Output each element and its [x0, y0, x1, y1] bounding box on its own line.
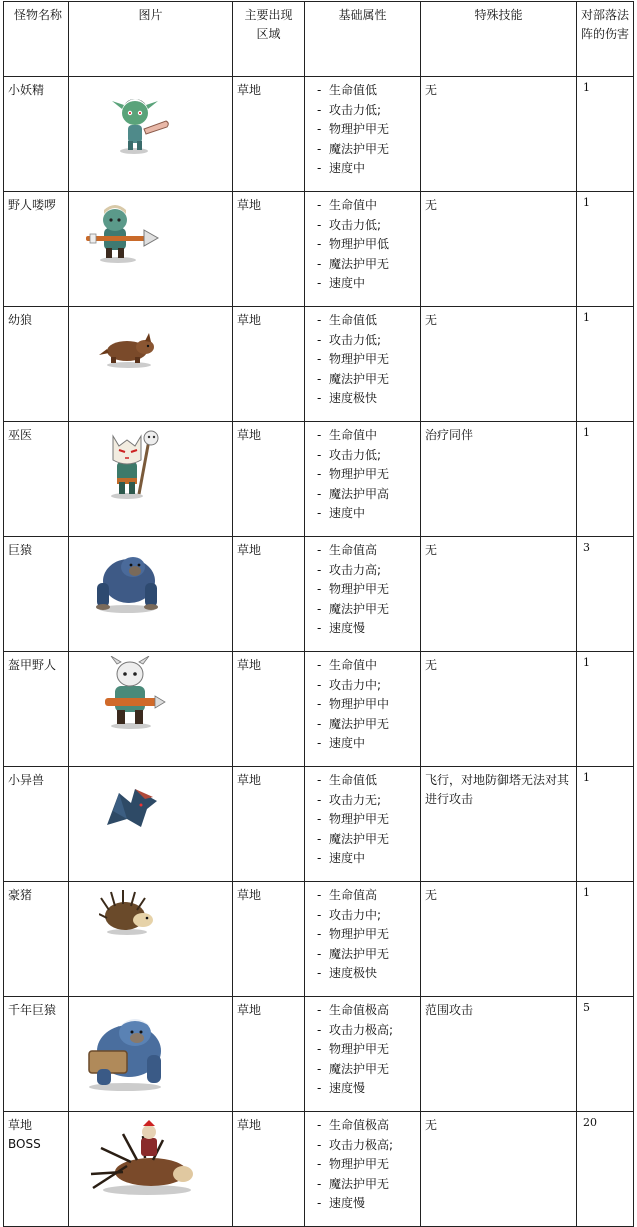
attribute-item: - 生命值极高	[317, 1118, 390, 1132]
monster-damage: 3	[577, 537, 634, 652]
attribute-list	[317, 886, 420, 984]
attribute-item: - 速度极快	[317, 966, 378, 981]
header-damage: 对部落法阵的伤害	[577, 2, 634, 77]
attribute-item: - 魔法护甲无	[317, 371, 390, 386]
giant-ape-icon	[87, 545, 167, 615]
monster-name: 盔甲野人	[4, 652, 69, 767]
monster-zone: 草地	[233, 537, 305, 652]
attribute-item: - 攻击力极高;	[317, 1022, 394, 1037]
witch-doctor-icon	[99, 426, 169, 501]
attribute-item: - 攻击力低;	[317, 447, 382, 462]
monster-damage: 5	[577, 997, 634, 1112]
monster-zone: 草地	[233, 882, 305, 997]
monster-row	[4, 882, 634, 997]
monster-row	[4, 537, 634, 652]
attribute-item: - 物理护甲无	[317, 1157, 390, 1172]
monster-skill: 无	[421, 192, 577, 307]
attribute-item: - 攻击力低;	[317, 217, 382, 232]
attribute-item: - 生命值中	[317, 428, 378, 442]
monster-row	[4, 192, 634, 307]
attribute-item: - 物理护甲低	[317, 237, 390, 252]
attribute-item: - 生命值中	[317, 658, 378, 672]
monster-zone: 草地	[233, 192, 305, 307]
attribute-list	[317, 1116, 420, 1214]
header-attributes: 基础属性	[305, 2, 421, 77]
attribute-item: - 物理护甲无	[317, 812, 390, 827]
ancient-ape-icon	[77, 1011, 177, 1093]
monster-skill: 无	[421, 652, 577, 767]
attribute-item: - 魔法护甲无	[317, 946, 390, 961]
monster-damage: 1	[577, 422, 634, 537]
attribute-item: - 速度慢	[317, 1081, 366, 1096]
attribute-item: - 物理护甲无	[317, 352, 390, 367]
monster-row	[4, 652, 634, 767]
monster-skill: 无	[421, 537, 577, 652]
monster-table	[3, 1, 634, 1227]
monster-zone: 草地	[233, 997, 305, 1112]
attribute-item: - 魔法护甲无	[317, 716, 390, 731]
header-row	[4, 2, 634, 77]
monster-skill: 无	[421, 882, 577, 997]
attribute-item: - 攻击力无;	[317, 792, 382, 807]
attribute-item: - 物理护甲无	[317, 467, 390, 482]
monster-zone: 草地	[233, 77, 305, 192]
attribute-item: - 攻击力低;	[317, 332, 382, 347]
monster-zone: 草地	[233, 767, 305, 882]
monster-damage: 1	[577, 307, 634, 422]
monster-damage: 1	[577, 192, 634, 307]
header-skill: 特殊技能	[421, 2, 577, 77]
attribute-item: - 魔法护甲无	[317, 141, 390, 156]
attribute-item: - 物理护甲无	[317, 927, 390, 942]
monster-row	[4, 422, 634, 537]
attribute-item: - 物理护甲中	[317, 697, 390, 712]
wolf-cub-icon	[99, 329, 159, 369]
attribute-list	[317, 541, 420, 639]
monster-name: 小异兽	[4, 767, 69, 882]
monster-name: 巨猿	[4, 537, 69, 652]
header-zone: 主要出现区域	[233, 2, 305, 77]
header-picture: 图片	[69, 2, 233, 77]
monster-name: 千年巨猿	[4, 997, 69, 1112]
monster-damage: 1	[577, 767, 634, 882]
attribute-list	[317, 81, 420, 179]
attribute-list	[317, 311, 420, 409]
attribute-item: - 物理护甲无	[317, 122, 390, 137]
attribute-item: - 速度极快	[317, 391, 378, 406]
goblin-icon	[104, 87, 174, 157]
attribute-item: - 物理护甲无	[317, 582, 390, 597]
attribute-item: - 速度中	[317, 736, 366, 751]
attribute-item: - 速度中	[317, 276, 366, 291]
monster-damage: 20	[577, 1112, 634, 1227]
attribute-item: - 攻击力高;	[317, 562, 382, 577]
attribute-item: - 生命值高	[317, 888, 378, 902]
attribute-item: - 攻击力中;	[317, 677, 382, 692]
attribute-list	[317, 656, 420, 754]
armored-barbarian-icon	[97, 656, 167, 731]
attribute-item: - 魔法护甲无	[317, 256, 390, 271]
attribute-item: - 攻击力低;	[317, 102, 382, 117]
monster-zone: 草地	[233, 652, 305, 767]
monster-name: 小妖精	[4, 77, 69, 192]
monster-zone: 草地	[233, 1112, 305, 1227]
monster-damage: 1	[577, 652, 634, 767]
attribute-item: - 速度中	[317, 851, 366, 866]
monster-damage: 1	[577, 882, 634, 997]
attribute-list	[317, 771, 420, 869]
attribute-item: - 生命值中	[317, 198, 378, 212]
attribute-item: - 生命值低	[317, 83, 378, 97]
attribute-item: - 魔法护甲无	[317, 1176, 390, 1191]
monster-row	[4, 767, 634, 882]
attribute-item: - 攻击力中;	[317, 907, 382, 922]
monster-name: 巫医	[4, 422, 69, 537]
attribute-item: - 魔法护甲无	[317, 1061, 390, 1076]
attribute-item: - 攻击力极高;	[317, 1137, 394, 1152]
monster-skill: 无	[421, 307, 577, 422]
monster-skill: 无	[421, 1112, 577, 1227]
attribute-item: - 速度慢	[317, 621, 366, 636]
attribute-item: - 生命值低	[317, 773, 378, 787]
attribute-item: - 魔法护甲无	[317, 831, 390, 846]
monster-zone: 草地	[233, 307, 305, 422]
header-name: 怪物名称	[4, 2, 69, 77]
monster-name: 草地BOSS	[4, 1112, 69, 1227]
attribute-item: - 生命值高	[317, 543, 378, 557]
attribute-item: - 速度慢	[317, 1196, 366, 1211]
monster-name: 豪猪	[4, 882, 69, 997]
attribute-item: - 魔法护甲无	[317, 601, 390, 616]
grassland-boss-icon	[87, 1118, 197, 1198]
monster-row	[4, 1112, 634, 1227]
attribute-item: - 物理护甲无	[317, 1042, 390, 1057]
monster-damage: 1	[577, 77, 634, 192]
monster-row	[4, 77, 634, 192]
porcupine-icon	[99, 888, 159, 938]
monster-name: 野人喽啰	[4, 192, 69, 307]
monster-row	[4, 997, 634, 1112]
barbarian-minion-icon	[82, 200, 162, 265]
monster-row	[4, 307, 634, 422]
monster-skill: 范围攻击	[421, 997, 577, 1112]
monster-skill: 无	[421, 77, 577, 192]
attribute-list	[317, 196, 420, 294]
monster-skill: 飞行，对地防御塔无法对其进行攻击	[421, 767, 577, 882]
attribute-item: - 生命值低	[317, 313, 378, 327]
attribute-item: - 魔法护甲高	[317, 486, 390, 501]
attribute-list	[317, 426, 420, 524]
monster-zone: 草地	[233, 422, 305, 537]
attribute-list	[317, 1001, 420, 1099]
small-beast-icon	[97, 779, 167, 834]
attribute-item: - 生命值极高	[317, 1003, 390, 1017]
monster-skill: 治疗同伴	[421, 422, 577, 537]
attribute-item: - 速度中	[317, 161, 366, 176]
attribute-item: - 速度中	[317, 506, 366, 521]
monster-name: 幼狼	[4, 307, 69, 422]
